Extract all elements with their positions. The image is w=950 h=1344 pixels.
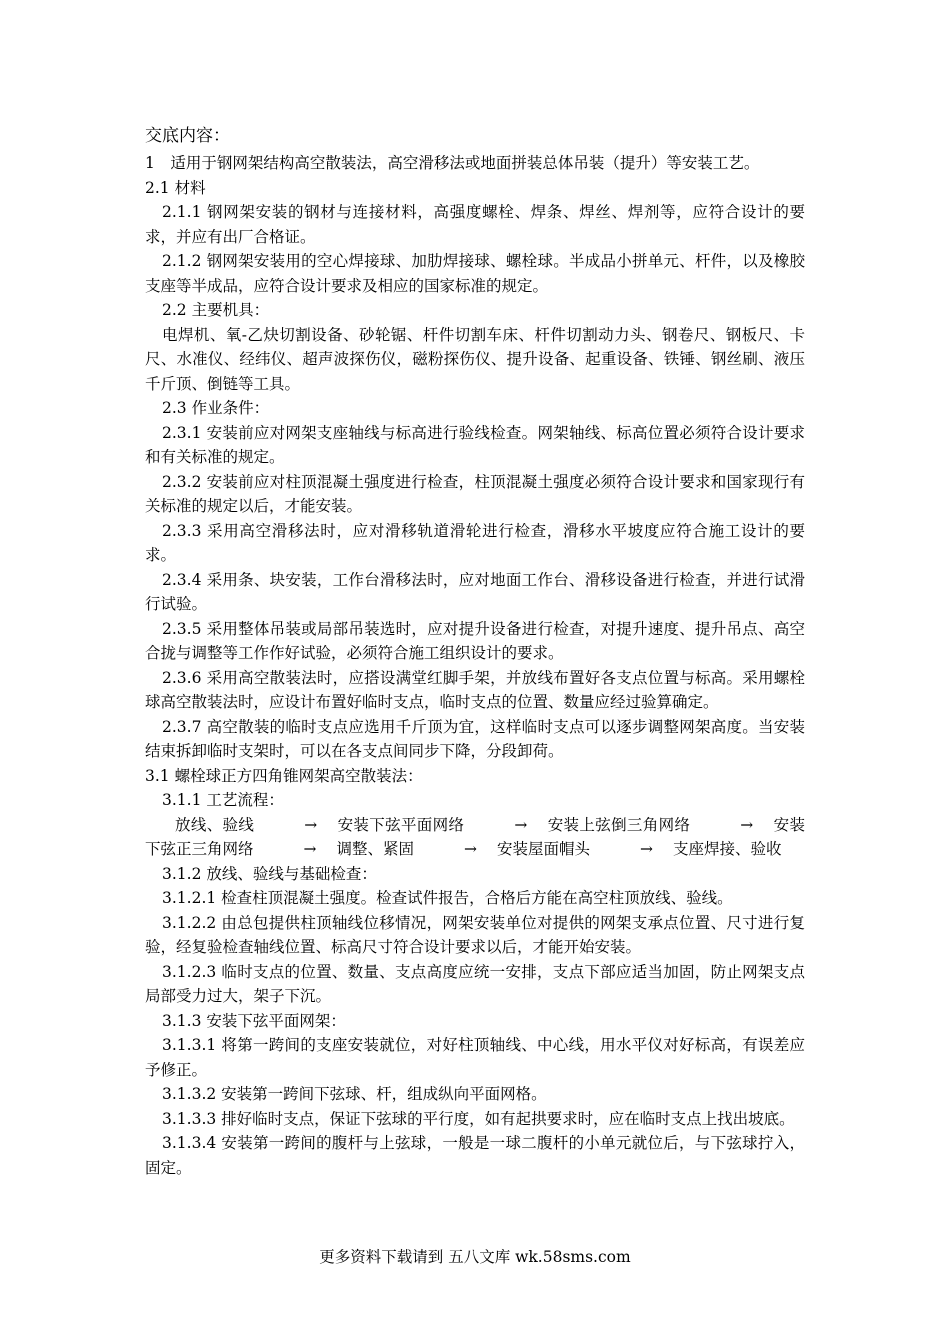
paragraph: 3.1.2.2 由总包提供柱顶轴线位移情况，网架安装单位对提供的网架支承点位置、尺寸进行复验，经复验检查轴线位置、标高尺寸符合设计要求以后，才能开始安装。 [145,913,805,956]
paragraph: 3.1.3.2 安装第一跨间下弦球、杆，组成纵向平面网格。 [162,1085,547,1103]
flow-step: 放线、验线 [175,815,255,834]
paragraph: 2.3.6 采用高空散装法时，应搭设满堂红脚手架，并放线布置好各支点位置与标高。采用螺栓球高空散装法时，应设计布置好临时支点，临时支点的位置、数量应经过验算确定。 [145,668,805,711]
flow-step: 调整、紧固 [336,840,415,858]
paragraph: 3.1.2 放线、验线与基础检查： [162,864,377,883]
paragraph: 3.1.1 工艺流程： [162,791,284,809]
document-body [145,123,805,1180]
flow-step: 支座焊接、验收 [673,840,782,858]
arrow-right-icon: → [740,815,754,834]
document-heading: 交底内容： [145,126,230,146]
paragraph: 3.1.3.1 将第一跨间的支座安装就位，对好柱顶轴线、中心线，用水平仪对好标高，有误差应予修正。 [145,1036,805,1079]
paragraph: 2.1.1 钢网架安装的钢材与连接材料，高强度螺栓、焊条、焊丝、焊剂等，应符合设计的要求，并应有出厂合格证。 [145,203,805,246]
arrow-right-icon: → [640,840,654,858]
arrow-right-icon: → [303,840,317,858]
paragraph: 3.1 螺栓球正方四角锥网架高空散装法： [145,766,423,785]
paragraph-group-procedure [145,862,805,1181]
paragraph: 3.1.3.4 安装第一跨间的腹杆与上弦球，一般是一球二腹杆的小单元就位后，与下弦球拧入，固定。 [145,1134,805,1177]
paragraph: 3.1.3.3 排好临时支点，保证下弦球的平行度，如有起拱要求时，应在临时支点上找出坡底。 [162,1109,795,1128]
paragraph-group-materials [145,151,805,813]
paragraph: 2.3.1 安装前应对网架支座轴线与标高进行验线检查。网架轴线、标高位置必须符合设计要求和有关标准的规定。 [145,423,805,466]
process-flow [145,813,805,862]
arrow-right-icon: → [304,815,318,834]
flow-step: 安装下弦正三角网络 [145,815,805,858]
paragraph: 2.3.5 采用整体吊装或局部吊装选时，应对提升设备进行检查，对提升速度、提升吊点、高空合拢与调整等工作作好试验，必须符合施工组织设计的要求。 [145,619,805,662]
paragraph: 2.3 作业条件： [162,399,270,417]
paragraph: 2.3.7 高空散装的临时支点应选用千斤顶为宜，这样临时支点可以逐步调整网架高度。当安装结束拆卸临时支架时，可以在各支点间同步下降，分段卸荷。 [145,717,805,760]
paragraph: 2.3.2 安装前应对柱顶混凝土强度进行检查，柱顶混凝土强度必须符合设计要求和国家现行有关标准的规定以后，才能安装。 [145,472,805,515]
arrow-right-icon: → [514,815,528,834]
paragraph: 1 适用于钢网架结构高空散装法，高空滑移法或地面拼装总体吊装（提升）等安装工艺。 [145,154,760,172]
paragraph: 3.1.2.3 临时支点的位置、数量、支点高度应统一安排，支点下部应适当加固，防止网架支点局部受力过大，架子下沉。 [145,962,805,1005]
paragraph: 2.1 材料 [145,178,206,197]
arrow-right-icon: → [464,840,478,858]
paragraph: 2.3.3 采用高空滑移法时，应对滑移轨道滑轮进行检查，滑移水平坡度应符合施工设计的要求。 [145,521,805,564]
flow-step: 安装下弦平面网络 [337,815,465,834]
paragraph: 2.1.2 钢网架安装用的空心焊接球、加肋焊接球、螺栓球。半成品小拼单元、杆件，以及橡胶支座等半成品，应符合设计要求及相应的国家标准的规定。 [145,252,805,295]
paragraph: 2.3.4 采用条、块安装，工作台滑移法时，应对地面工作台、滑移设备进行检查，并进行试滑行试验。 [145,570,805,613]
paragraph: 2.2 主要机具： [162,301,270,319]
paragraph: 3.1.3 安装下弦平面网架： [162,1011,346,1030]
paragraph: 电焊机、氧-乙炔切割设备、砂轮锯、杆件切割车床、杆件切割动力头、钢卷尺、钢板尺、卡尺、水准仪、经纬仪、超声波探伤仪，磁粉探伤仪、提升设备、起重设备、铁锤、钢丝刷、液压千斤顶、倒链等工具。 [145,325,805,393]
flow-step: 安装上弦倒三角网络 [547,815,691,834]
flow-step: 安装屋面帽头 [497,840,591,858]
paragraph: 3.1.2.1 检查柱顶混凝土强度。检查试件报告，合格后方能在高空柱顶放线、验线。 [162,889,733,907]
footer-note: 更多资料下载请到 五八文库 wk.58sms.com [319,1248,631,1266]
